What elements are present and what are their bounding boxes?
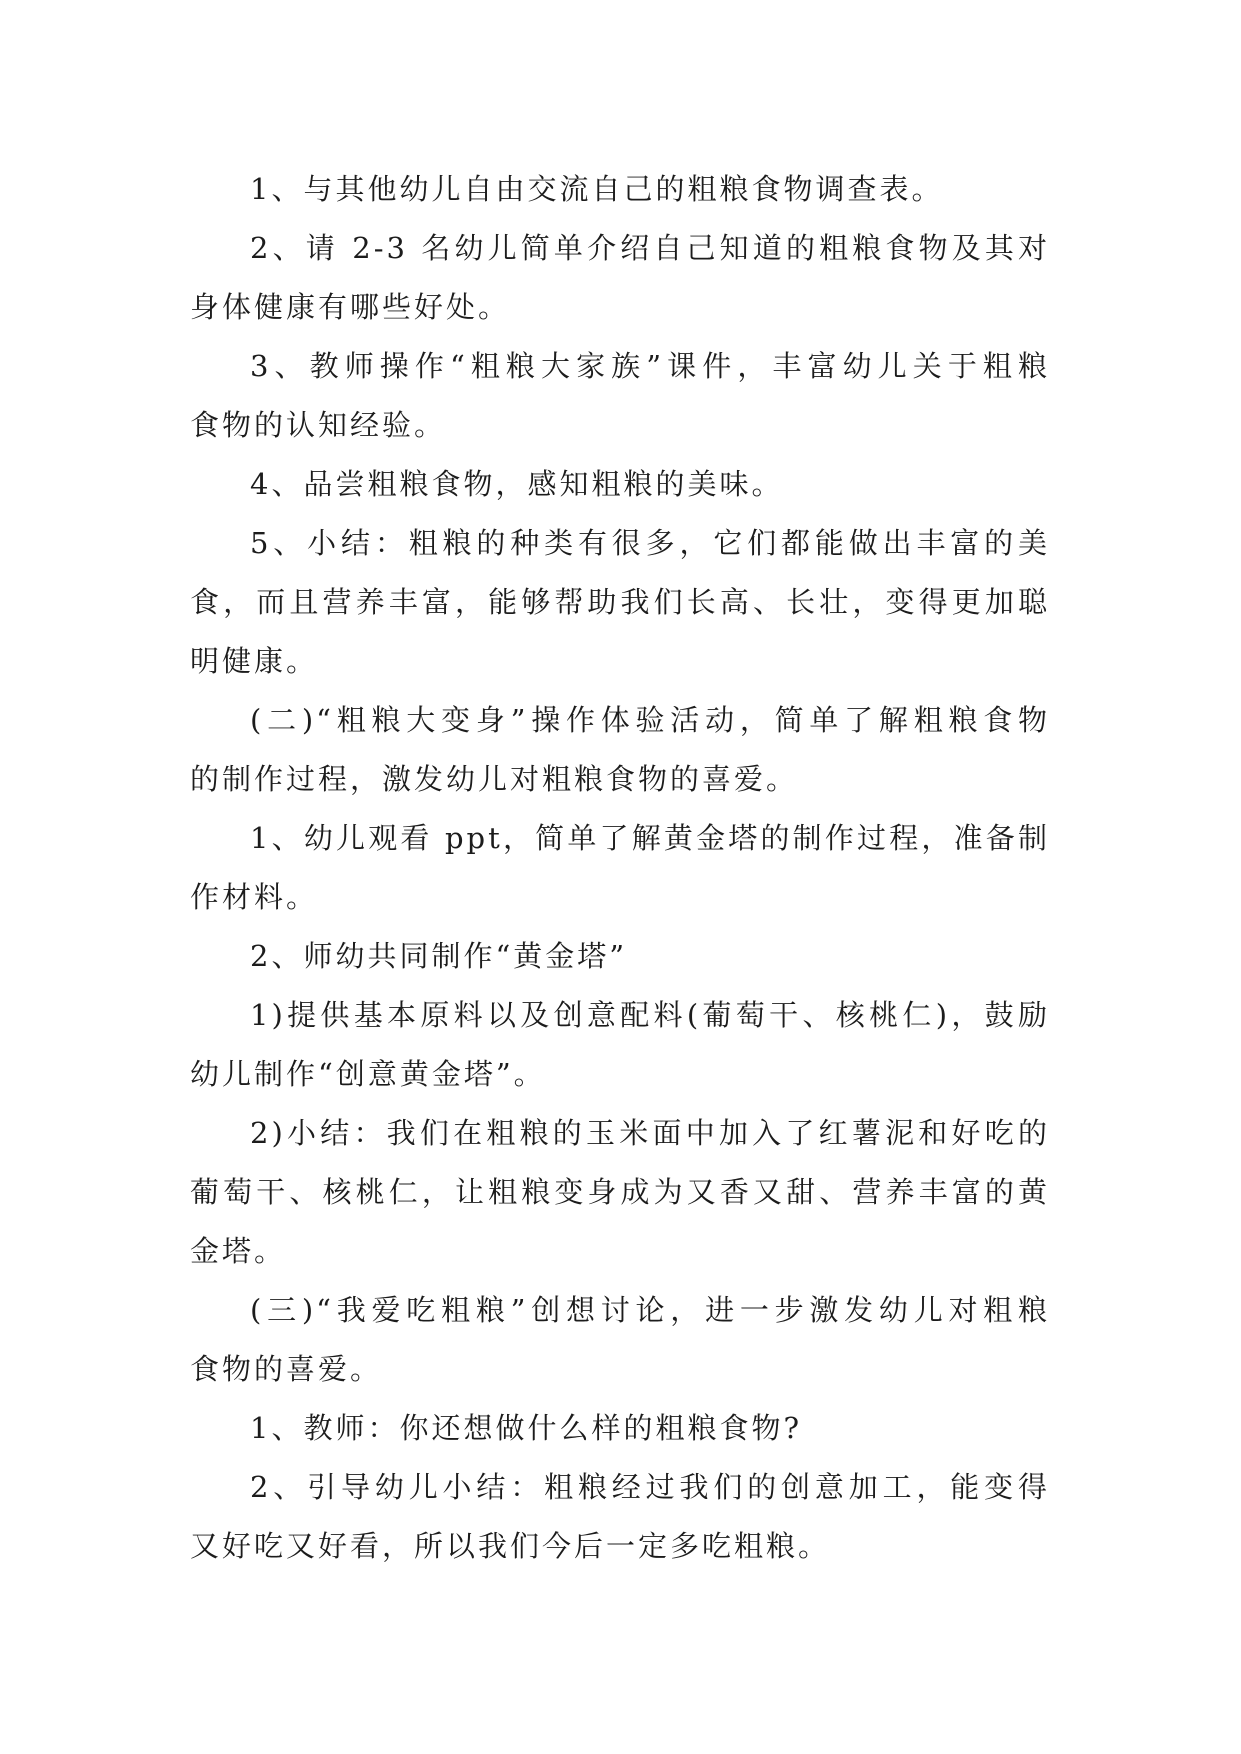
text-line: 1、教师：你还想做什么样的粗粮食物? xyxy=(250,1411,802,1445)
text-line: 食物的认知经验。 xyxy=(190,408,447,442)
text-line: 金塔。 xyxy=(190,1234,287,1268)
text-line: 2、请 2-3 名幼儿简单介绍自己知道的粗粮食物及其对 xyxy=(250,231,1050,265)
paragraph-tasting xyxy=(190,455,1050,514)
paragraph-summary xyxy=(190,514,1050,691)
document-body xyxy=(190,160,1050,1576)
text-line: 葡萄干、核桃仁，让粗粮变身成为又香又甜、营养丰富的黄 xyxy=(190,1175,1050,1209)
text-line: 4、品尝粗粮食物，感知粗粮的美味。 xyxy=(250,467,784,501)
text-line: 明健康。 xyxy=(190,644,319,678)
paragraph-survey-exchange xyxy=(190,160,1050,219)
paragraph-introduce-foods xyxy=(190,219,1050,337)
paragraph-materials xyxy=(190,986,1050,1104)
text-line: 2、引导幼儿小结：粗粮经过我们的创意加工，能变得 xyxy=(250,1470,1050,1504)
text-line: 食，而且营养丰富，能够帮助我们长高、长壮，变得更加聪 xyxy=(190,585,1050,619)
paragraph-courseware xyxy=(190,337,1050,455)
paragraph-make-tower xyxy=(190,927,1050,986)
paragraph-tower-summary xyxy=(190,1104,1050,1281)
text-line: 又好吃又好看，所以我们今后一定多吃粗粮。 xyxy=(190,1529,831,1563)
text-line: 幼儿制作“创意黄金塔”。 xyxy=(190,1057,546,1091)
text-line: 3、教师操作“粗粮大家族”课件，丰富幼儿关于粗粮 xyxy=(250,349,1050,383)
text-line: 2、师幼共同制作“黄金塔” xyxy=(250,939,628,973)
text-line: 身体健康有哪些好处。 xyxy=(190,290,511,324)
text-line: (二)“粗粮大变身”操作体验活动，简单了解粗粮食物 xyxy=(250,703,1050,737)
text-line: 食物的喜爱。 xyxy=(190,1352,383,1386)
paragraph-final-summary xyxy=(190,1458,1050,1576)
text-line: 的制作过程，激发幼儿对粗粮食物的喜爱。 xyxy=(190,762,799,796)
text-line: 1)提供基本原料以及创意配料(葡萄干、核桃仁)，鼓励 xyxy=(250,998,1050,1032)
text-line: 作材料。 xyxy=(190,880,319,914)
section-heading-two xyxy=(190,691,1050,809)
text-line: 2)小结：我们在粗粮的玉米面中加入了红薯泥和好吃的 xyxy=(250,1116,1050,1150)
text-line: 5、小结：粗粮的种类有很多，它们都能做出丰富的美 xyxy=(250,526,1050,560)
paragraph-watch-ppt xyxy=(190,809,1050,927)
paragraph-teacher-question xyxy=(190,1399,1050,1458)
text-line: 1、幼儿观看 ppt，简单了解黄金塔的制作过程，准备制 xyxy=(250,821,1050,855)
section-heading-three xyxy=(190,1281,1050,1399)
text-line: (三)“我爱吃粗粮”创想讨论，进一步激发幼儿对粗粮 xyxy=(250,1293,1050,1327)
text-line: 1、与其他幼儿自由交流自己的粗粮食物调查表。 xyxy=(250,172,944,206)
